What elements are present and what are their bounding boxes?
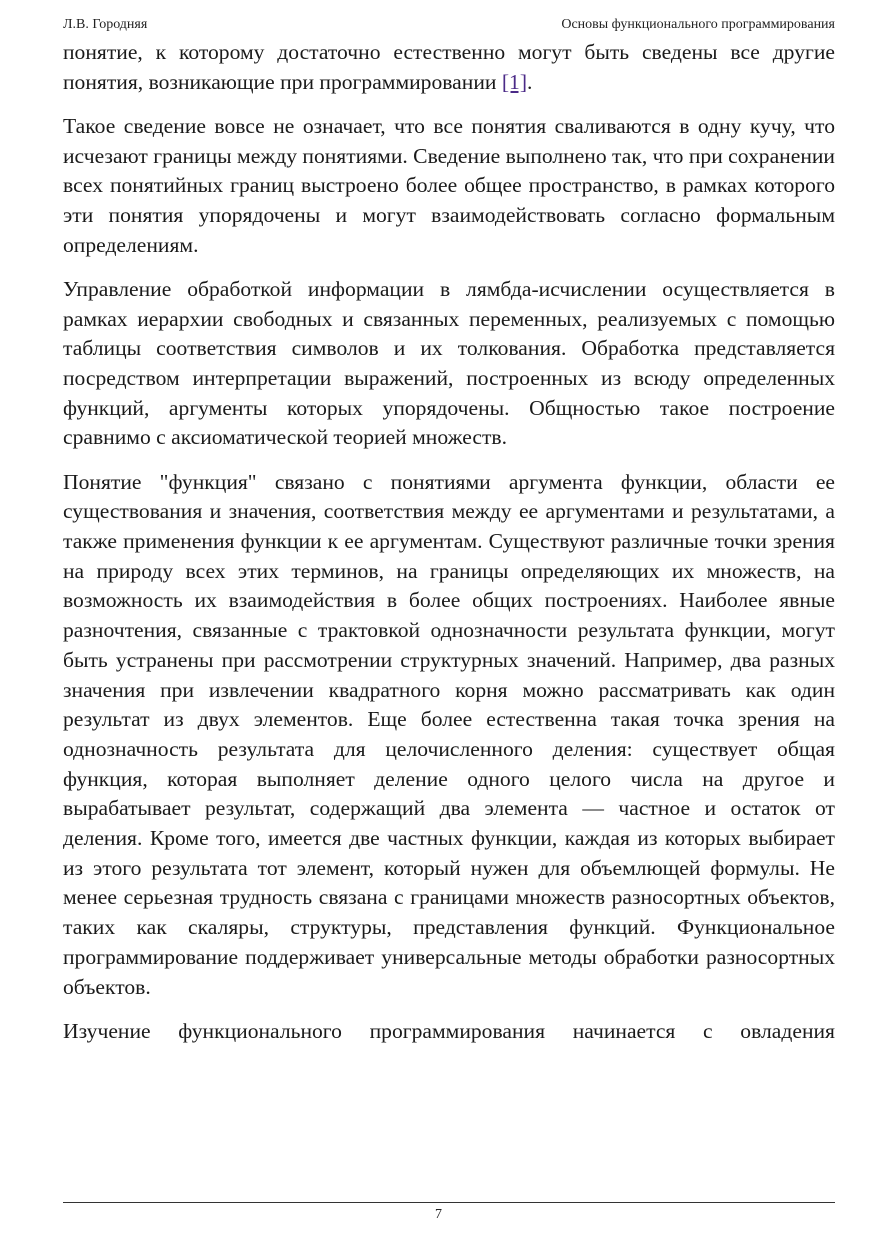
header-book-title: Основы функционального программирования xyxy=(561,17,835,32)
page-body xyxy=(63,38,835,1061)
paragraph-1-tail: . xyxy=(527,69,533,94)
footer-divider xyxy=(63,1202,835,1203)
paragraph-1 xyxy=(63,38,835,97)
paragraph-2: Такое сведение вовсе не означает, что все понятия сваливаются в одну кучу, что исчезают границы между понятиями. Сведение выполнено так, что при сохранении всех понятийных границ выстроено более общее пространство, в рамках которого эти понятия упорядочены и могут взаимодействовать согласно формальным определениям. xyxy=(63,113,835,257)
page-number: 7 xyxy=(435,1207,442,1222)
header-author: Л.В. Городняя xyxy=(63,17,148,32)
paragraph-5: Изучение функционального программирования начинается с овладения xyxy=(63,1018,835,1043)
running-header xyxy=(63,15,835,35)
paragraph-1-text: понятие, к которому достаточно естественно могут быть сведены все другие понятия, возникающие при программировании xyxy=(63,40,835,94)
paragraph-4: Понятие "функция" связано с понятиями аргумента функции, области ее существования и значения, соответствия между ее аргументами и результатами, а также применения функции к ее аргументам. Существуют различные точки зрения на природу всех этих терминов, на границы определяющих их множеств, на возможность их взаимодействия в более общих построениях. Наиболее явные разночтения, связанные с трактовкой однозначности результата функции, могут быть устранены при рассмотрении структурных значений. Например, два разных значения при извлечении квадратного корня можно рассматривать как один результат из двух элементов. Еще более естественна такая точка зрения на однозначность результата для целочисленного деления: существует общая функция, которая выполняет деление одного целого числа на другое и вырабатывает результат, содержащий два элемента — частное и остаток от деления. Кроме того, имеется две частных функции, каждая из которых выбирает из этого результата тот элемент, который нужен для объемлющей формулы. Не менее серьезная трудность связана с границами множеств разносортных объектов, таких как скаляры, структуры, представления функций. Функциональное программирование поддерживает универсальные методы обработки разносортных объектов. xyxy=(63,469,835,999)
citation-link[interactable]: [1] xyxy=(501,69,528,94)
paragraph-3: Управление обработкой информации в лямбда-исчислении осуществляется в рамках иерархии свободных и связанных переменных, реализуемых с помощью таблицы соответствия символов и их толкования. Обработка представляется посредством интерпретации выражений, построенных из всюду определенных функций, аргументы которых упорядочены. Общностью такое построение сравнимо с аксиоматической теорией множеств. xyxy=(63,276,835,450)
